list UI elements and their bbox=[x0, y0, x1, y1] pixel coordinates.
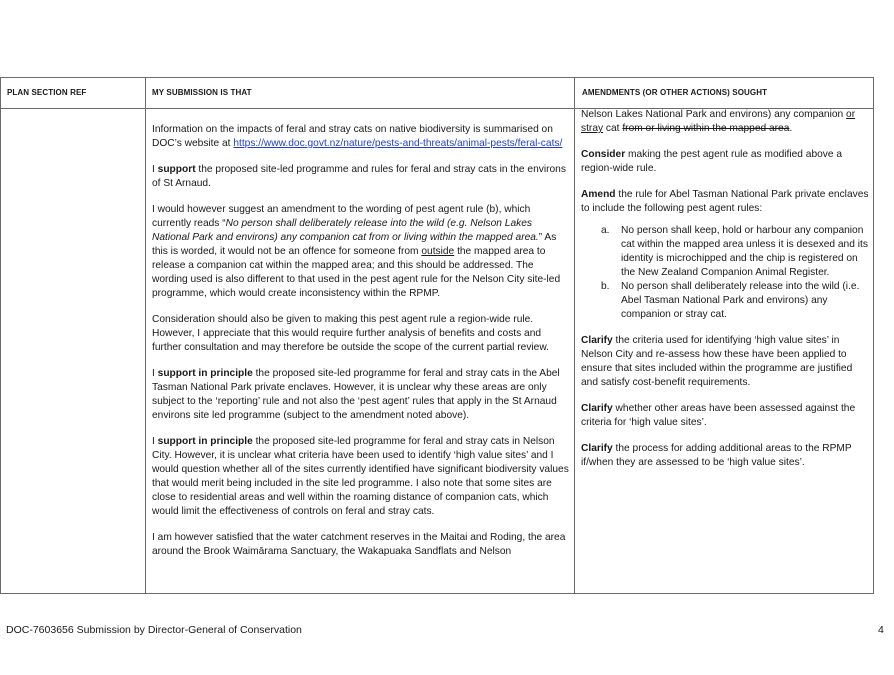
header-amendments-sought: AMENDMENTS (OR OTHER ACTIONS) SOUGHT bbox=[582, 88, 768, 97]
amendment-clarify-process: Clarify the process for adding additional areas to the RPMP if/when they are assessed to be ‘high value sites’. bbox=[581, 443, 852, 468]
footer-page-number: 4 bbox=[878, 624, 884, 636]
paragraph-water-catchment: I am however satisfied that the water catchment reserves in the Maitai and Roding, the area around the Brook Waimārama Sanctuary, the Wakapuaka Sandflats and Nelson bbox=[152, 532, 566, 557]
paragraph-nelson-city: I support in principle the proposed site-led programme for feral and stray cats in Nelson City. However, it is unclear what criteria have been used to identify ‘high value sites’ and I would question whether all of the sites currently identified have significant biodiversity values that would merit being included in the site led programme. I also note that some sites are close to residential areas and well within the roaming distance of companion cats, which would limit the effectiveness of controls on feral and stray cats. bbox=[152, 436, 569, 517]
paragraph-support-st-arnaud: I support the proposed site-led programme and rules for feral and stray cats in the environs of St Arnaud. bbox=[152, 164, 566, 189]
list-item: a. No person shall keep, hold or harbour any companion cat within the mapped area unless it is desexed and its identity is microchipped and the chip is registered on the New Zealand Companion Animal Register. bbox=[601, 225, 868, 278]
paragraph-abel-tasman: I support in principle the proposed site-led programme for feral and stray cats in the Abel Tasman National Park private enclaves. However, it is unclear why these areas are only subject to the ‘reporting’ rule and not also the ‘pest agent’ rules that apply in the St Arnaud environs site led programme (subject to the amendment noted above). bbox=[152, 368, 560, 421]
amendment-clarify-criteria: Clarify the criteria used for identifying ‘high value sites’ in Nelson City and re-assess how these have been applied to ensure that sites included within the programme are justified and satisfy cost-benefit requirements. bbox=[581, 335, 853, 388]
paragraph-amendment-rule-b: I would however suggest an amendment to the wording of pest agent rule (b), which currently reads “No person shall deliberately release into the wild (e.g. Nelson Lakes National Park and environs) any companion cat from or living within the mapped area.” As this is worded, it would not be an offence for someone from outside the mapped area to release a companion cat within the mapped area; and this should be addressed. The wording used is also different to that used in the pest agent rule for the Nelson City site-led programme, which would create inconsistency within the RPMP. bbox=[152, 204, 561, 299]
header-my-submission: MY SUBMISSION IS THAT bbox=[152, 88, 252, 97]
column-divider-2 bbox=[574, 78, 575, 593]
amendment-abel-tasman-rules: Amend the rule for Abel Tasman National Park private enclaves to include the following pest agent rules: bbox=[581, 189, 869, 214]
table-header-row bbox=[1, 78, 873, 109]
paragraph-impacts-info: Information on the impacts of feral and stray cats on native biodiversity is summarised on DOC’s website at https://www.doc.govt.nz/nature/pests-and-threats/animal-pests/feral-cats/ bbox=[152, 124, 563, 149]
amendment-consider-region-wide: Consider making the pest agent rule as modified above a region-wide rule. bbox=[581, 149, 843, 174]
amendment-rule-wording: Nelson Lakes National Park and environs) any companion or stray cat from or living within the mapped area. bbox=[581, 109, 856, 134]
pest-agent-rules-list bbox=[581, 224, 871, 322]
paragraph-region-wide-rule: Consideration should also be given to making this pest agent rule a region-wide rule. However, I appreciate that this would require further analysis of benefits and costs and further consultation and may therefore be outside the scope of the current partial review. bbox=[152, 314, 549, 353]
header-plan-section-ref: PLAN SECTION REF bbox=[7, 88, 87, 97]
submission-table bbox=[0, 77, 874, 594]
amendments-column bbox=[581, 108, 871, 482]
footer-document-reference: DOC-7603656 Submission by Director-General of Conservation bbox=[6, 624, 302, 636]
submission-column bbox=[152, 108, 572, 571]
amendment-clarify-other-areas: Clarify whether other areas have been assessed against the criteria for ‘high value sites’. bbox=[581, 403, 856, 428]
column-divider-1 bbox=[145, 78, 146, 593]
list-item: b. No person shall deliberately release into the wild (i.e. Abel Tasman National Park and environs) any companion or stray cat. bbox=[601, 281, 860, 320]
doc-feral-cats-link[interactable]: https://www.doc.govt.nz/nature/pests-and-threats/animal-pests/feral-cats/ bbox=[233, 138, 563, 149]
